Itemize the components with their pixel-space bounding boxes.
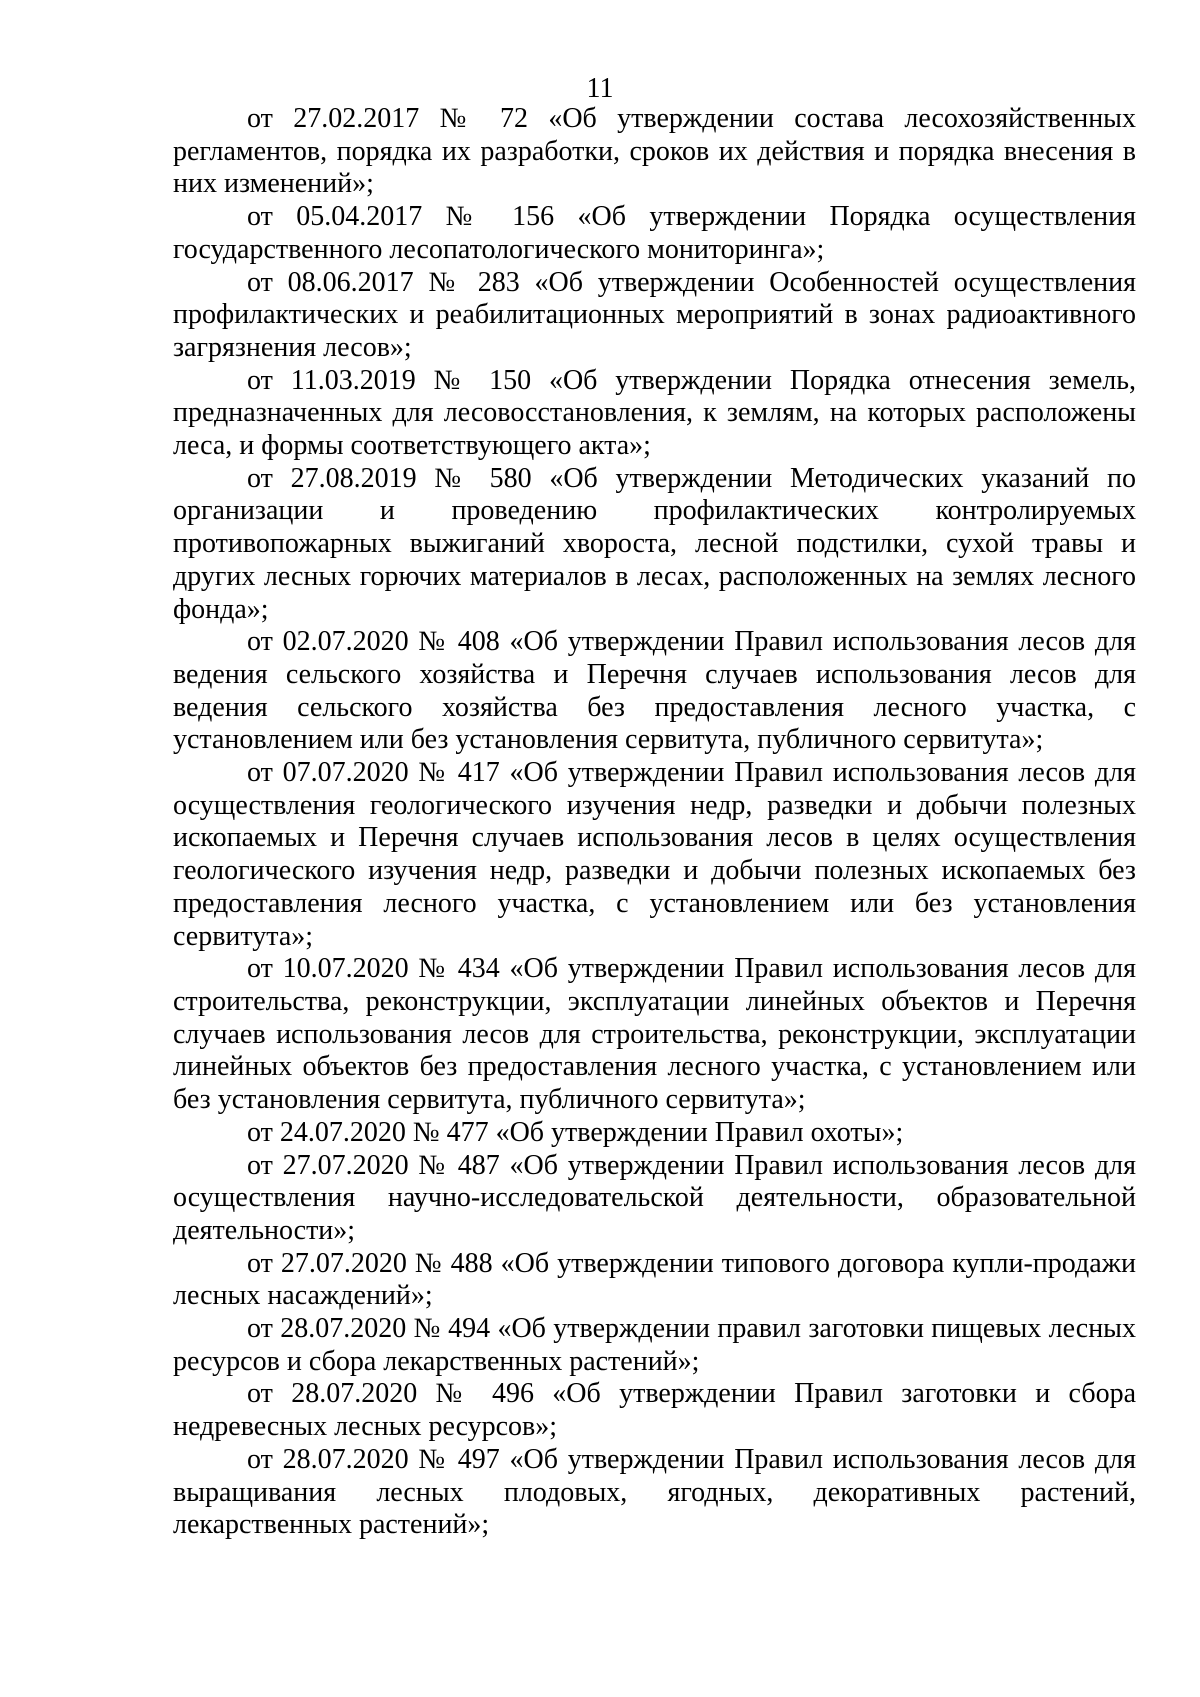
paragraph-order-434: от 10.07.2020 № 434 «Об утверждении Правил использования лесов для строительства, реконструкции, эксплуатации линейных объектов и Перечня случаев использования лесов для строительства, реконструкции, эксплуатации линейных объектов без предоставления лесного участка, с установлением или без установления сервитута, публичного сервитута»; <box>173 953 1136 1116</box>
document-body <box>173 103 1136 1542</box>
paragraph-order-477: от 24.07.2020 № 477 «Об утверждении Правил охоты»; <box>247 1116 904 1148</box>
paragraph-order-497: от 28.07.2020 № 497 «Об утверждении Правил использования лесов для выращивания лесных плодовых, ягодных, декоративных растений, лекарственных растений»; <box>173 1443 1136 1541</box>
paragraph-order-487: от 27.07.2020 № 487 «Об утверждении Правил использования лесов для осуществления научно-исследовательской деятельности, образовательной деятельности»; <box>173 1149 1136 1246</box>
paragraph-order-494: от 28.07.2020 № 494 «Об утверждении правил заготовки пищевых лесных ресурсов и сбора лекарственных растений»; <box>173 1313 1136 1377</box>
paragraph-order-580: от 27.08.2019 № 580 «Об утверждении Методических указаний по организации и проведению профилактических контролируемых противопожарных выжиганий хвороста, лесной подстилки, сухой травы и других лесных горючих материалов в лесах, расположенных на землях лесного фонда»; <box>173 462 1136 625</box>
paragraph-order-488: от 27.07.2020 № 488 «Об утверждении типового договора купли-продажи лесных насаждений»; <box>173 1247 1136 1312</box>
paragraph-order-150: от 11.03.2019 № 150 «Об утверждении Порядка отнесения земель, предназначенных для лесовосстановления, к землям, на которых расположены леса, и формы соответствующего акта»; <box>173 364 1136 462</box>
paragraph-order-408: от 02.07.2020 № 408 «Об утверждении Правил использования лесов для ведения сельского хозяйства и Перечня случаев использования лесов для ведения сельского хозяйства без предоставления лесного участка, с установлением или без установления сервитута, публичного сервитута»; <box>173 626 1136 756</box>
page-number: 11 <box>586 73 614 104</box>
paragraph-order-496: от 28.07.2020 № 496 «Об утверждении Правил заготовки и сбора недревесных лесных ресурсов»; <box>173 1378 1136 1443</box>
paragraph-order-72: от 27.02.2017 № 72 «Об утверждении состава лесохозяйственных регламентов, порядка их разработки, сроков их действия и порядка внесения в них изменений»; <box>173 103 1136 200</box>
paragraph-order-283: от 08.06.2017 № 283 «Об утверждении Особенностей осуществления профилактических и реабилитационных мероприятий в зонах радиоактивного загрязнения лесов»; <box>173 266 1136 363</box>
paragraph-order-156: от 05.04.2017 № 156 «Об утверждении Порядка осуществления государственного лесопатологического мониторинга»; <box>173 201 1136 265</box>
paragraph-order-417: от 07.07.2020 № 417 «Об утверждении Правил использования лесов для осуществления геологического изучения недр, разведки и добычи полезных ископаемых и Перечня случаев использования лесов в целях осуществления геологического изучения недр, разведки и добычи полезных ископаемых без предоставления лесного участка, с установлением или без установления сервитута»; <box>173 757 1136 952</box>
